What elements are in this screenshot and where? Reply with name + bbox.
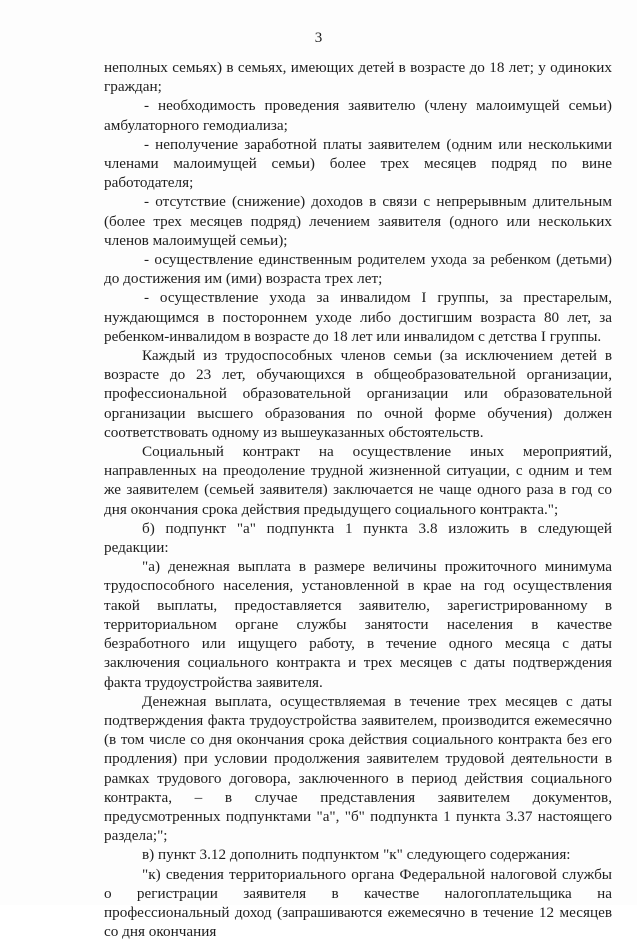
paragraph-family-members: Каждый из трудоспособных членов семьи (за исключением детей в возрасте до 23 лет, обучающихся в общеобразовательной организации, профессиональной образовательной организации или образовательной организации высшего образования по очной форме обучения) должен соответствовать одному из вышеуказанных обстоятельств. (104, 347, 612, 441)
document-body (104, 58, 612, 941)
paragraph-continuation: неполных семьях) в семьях, имеющих детей в возрасте до 18 лет; у одиноких граждан; (104, 59, 612, 96)
paragraph-social-contract: Социальный контракт на осуществление иных мероприятий, направленных на преодоление трудной жизненной ситуации, с одним и тем же заявителем (семьей заявителя) заключается не чаще одного раза в год со дня окончания срока действия предыдущего социального контракта."; (104, 443, 612, 518)
paragraph-cash-payment: "а) денежная выплата в размере величины прожиточного минимума трудоспособного населения, установленной в крае на год осуществления такой выплаты, предоставляется заявителю, зарегистрированному в территориальном органе службы занятости населения в качестве безработного или ищущего работу, в течение одного месяца с даты заключения социального контракта и трех месяцев с даты подтверждения факта трудоустройства заявителя. (104, 558, 612, 691)
paragraph-amendment-b: б) подпункт "а" подпункта 1 пункта 3.8 изложить в следующей редакции: (104, 519, 612, 557)
list-item-single-parent-care: - осуществление единственным родителем ухода за ребенком (детьми) до достижения им (ими) возраста трех лет; (104, 251, 612, 288)
list-item-income-loss-treatment: - отсутствие (снижение) доходов в связи с непрерывным длительным (более трех месяцев подряд) лечением заявителя (одного или нескольких членов малоимущей семьи); (104, 193, 612, 249)
paragraph-monthly-payment: Денежная выплата, осуществляемая в течение трех месяцев с даты подтверждения факта трудоустройства заявителем, производится ежемесячно (в том числе со дня окончания срока действия социального контракта без его продления) при условии продолжения заявителем трудовой деятельности в рамках трудового договора, заключенного в период действия социального контракта, – в случае представления заявителем документов, предусмотренных подпунктами "а", "б" подпункта 1 пункта 3.37 настоящего раздела;"; (104, 692, 612, 845)
list-item-disabled-care: - осуществление ухода за инвалидом I группы, за престарелым, нуждающимся в постороннем уходе либо достигшим возраста 80 лет, за ребенком-инвалидом в возрасте до 18 лет или инвалидом с детства I группы. (104, 289, 612, 345)
paragraph-tax-service-info: "к) сведения территориального органа Федеральной налоговой службы о регистрации заявителя в качестве налогоплательщика на профессиональный доход (запрашиваются ежемесячно в течение 12 месяцев со дня окончания (104, 865, 612, 941)
page-number: 3 (314, 30, 323, 46)
list-item-hemodialysis: - необходимость проведения заявителю (члену малоимущей семьи) амбулаторного гемодиализа; (104, 97, 612, 134)
list-item-unpaid-wages: - неполучение заработной платы заявителем (одним или несколькими членами малоимущей семьи) более трех месяцев подряд по вине работодателя; (104, 135, 612, 192)
paragraph-amendment-v: в) пункт 3.12 дополнить подпунктом "к" следующего содержания: (142, 846, 571, 864)
